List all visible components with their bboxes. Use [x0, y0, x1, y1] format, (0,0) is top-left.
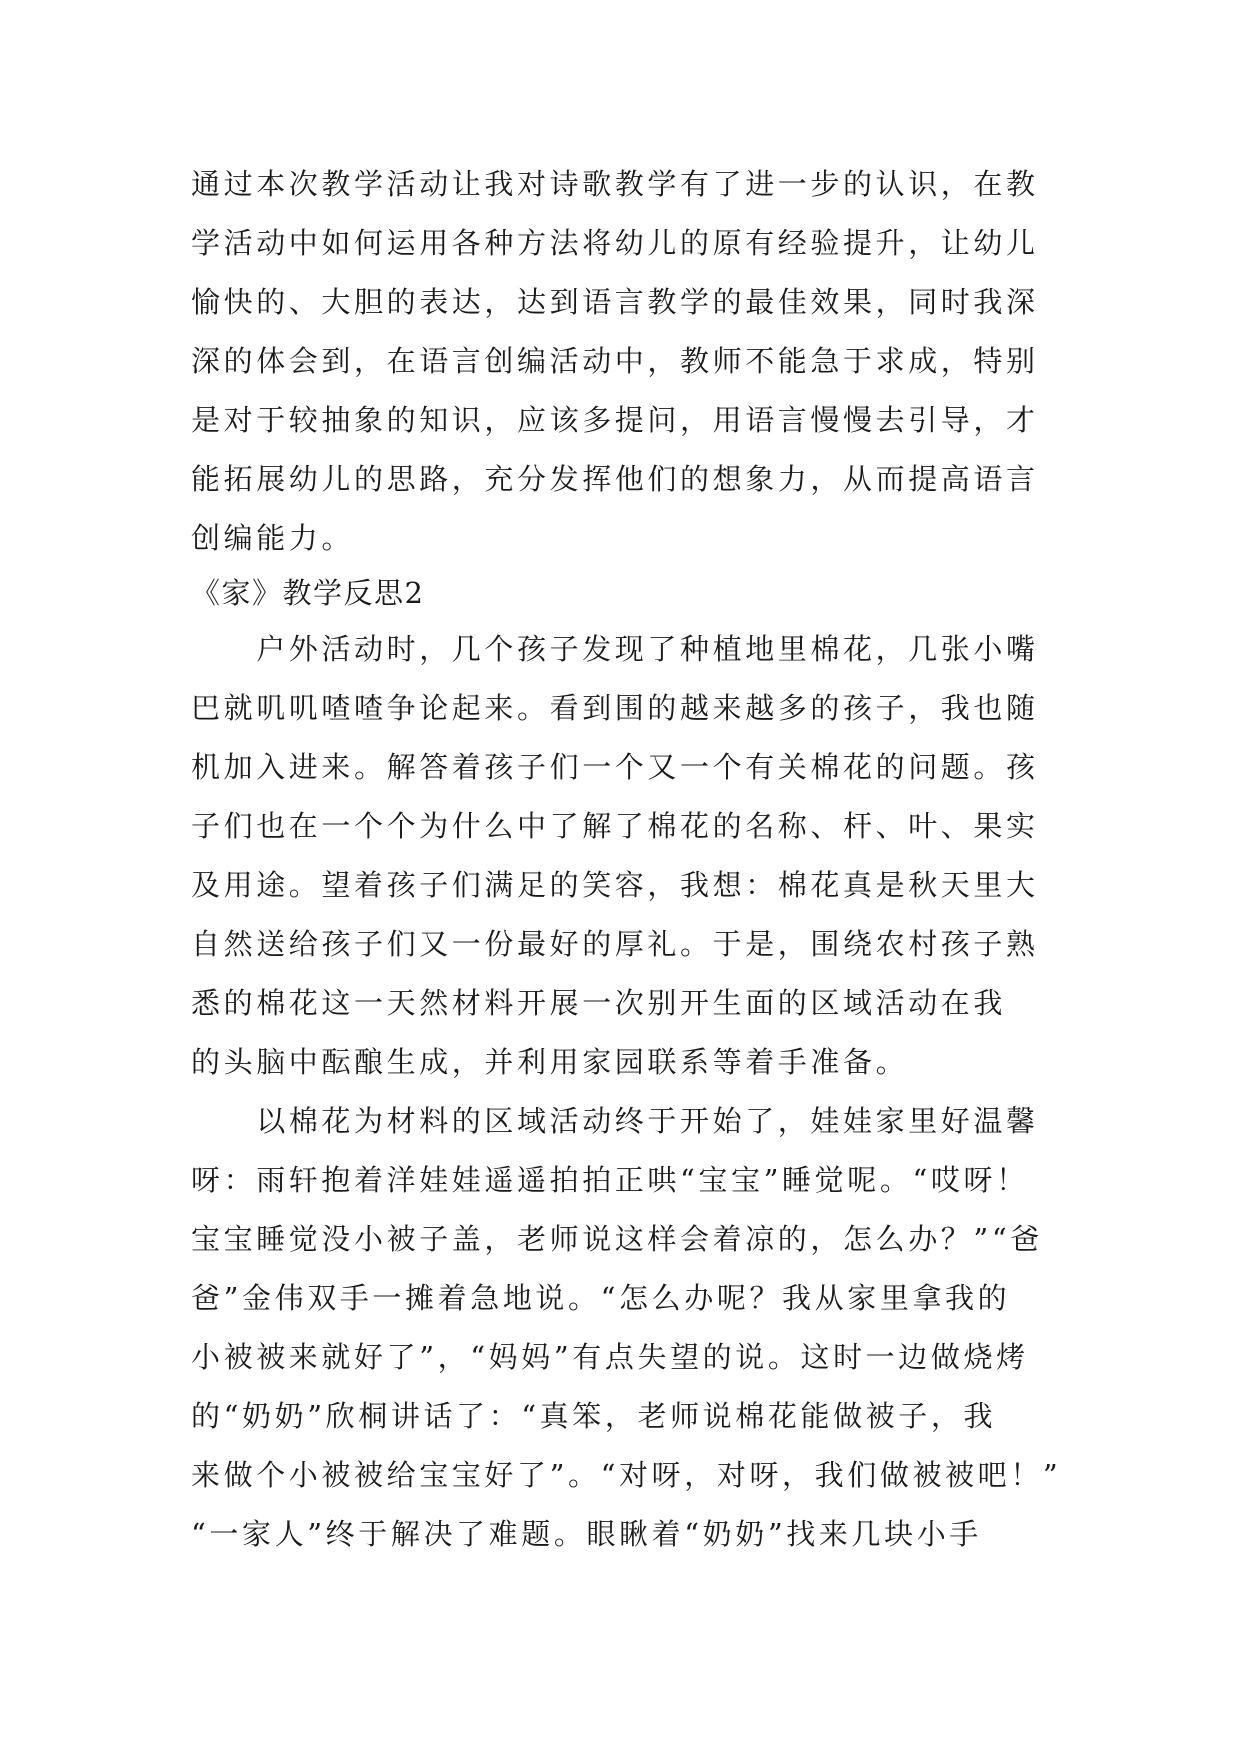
paragraph-line: 创编能力。 — [191, 521, 355, 555]
paragraph-line: 户外活动时，几个孩子发现了种植地里棉花，几张小嘴 — [191, 632, 1039, 666]
paragraph-line: 呀：雨轩抱着洋娃娃遥遥拍拍正哄“宝宝”睡觉呢。“哎呀！ — [191, 1163, 1029, 1197]
paragraph-line: “一家人”终于解决了难题。眼瞅着“奶奶”找来几块小手 — [191, 1517, 982, 1551]
section-heading: 《家》教学反思2 — [191, 576, 425, 610]
paragraph-line: 能拓展幼儿的思路，充分发挥他们的想象力，从而提高语言 — [191, 462, 1039, 496]
paragraph-line: 及用途。望着孩子们满足的笑容，我想：棉花真是秋天里大 — [191, 868, 1039, 902]
paragraph-line: 的头脑中酝酿生成，并利用家园联系等着手准备。 — [191, 1045, 909, 1079]
paragraph-line: 自然送给孩子们又一份最好的厚礼。于是，围绕农村孩子熟 — [191, 927, 1039, 961]
paragraph-line: 来做个小被被给宝宝好了”。“对呀，对呀，我们做被被吧！” — [191, 1458, 1062, 1492]
paragraph-line: 悉的棉花这一天然材料开展一次别开生面的区域活动在我 — [191, 986, 1007, 1020]
paragraph-line: 机加入进来。解答着孩子们一个又一个有关棉花的问题。孩 — [191, 750, 1039, 784]
paragraph-line: 愉快的、大胆的表达，达到语言教学的最佳效果，同时我深 — [191, 285, 1039, 319]
paragraph-line: 以棉花为材料的区域活动终于开始了，娃娃家里好温馨 — [191, 1104, 1039, 1138]
paragraph-line: 爸”金伟双手一摊着急地说。“怎么办呢？我从家里拿我的 — [191, 1281, 1011, 1315]
paragraph-line: 巴就叽叽喳喳争论起来。看到围的越来越多的孩子，我也随 — [191, 691, 1039, 725]
paragraph-line: 宝宝睡觉没小被子盖，老师说这样会着凉的，怎么办？”“爸 — [191, 1222, 1043, 1256]
paragraph-line: 通过本次教学活动让我对诗歌教学有了进一步的认识，在教 — [191, 167, 1039, 201]
paragraph-line: 深的体会到，在语言创编活动中，教师不能急于求成，特别 — [191, 344, 1039, 378]
paragraph-line: 子们也在一个个为什么中了解了棉花的名称、杆、叶、果实 — [191, 809, 1039, 843]
paragraph-line: 的“奶奶”欣桐讲话了：“真笨，老师说棉花能做被子，我 — [191, 1399, 997, 1433]
paragraph-line: 小被被来就好了”，“妈妈”有点失望的说。这时一边做烧烤 — [191, 1340, 1029, 1374]
paragraph-line: 学活动中如何运用各种方法将幼儿的原有经验提升，让幼儿 — [191, 226, 1039, 260]
paragraph-line: 是对于较抽象的知识，应该多提问，用语言慢慢去引导，才 — [191, 403, 1039, 437]
